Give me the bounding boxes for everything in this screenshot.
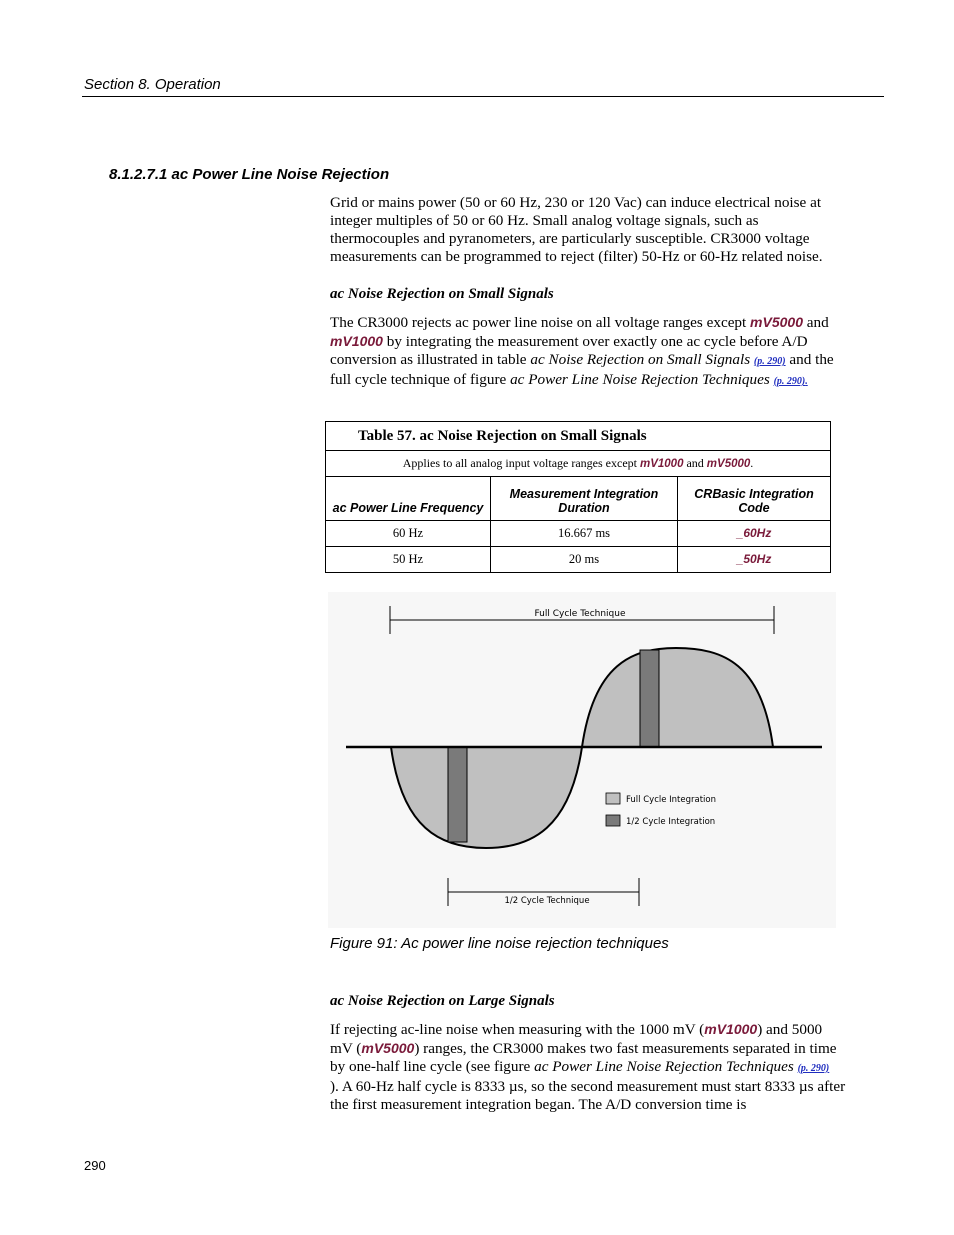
table-row — [326, 547, 831, 573]
table-header-frequency: ac Power Line Frequency — [326, 477, 491, 521]
code-mv1000: mV1000 — [704, 1021, 758, 1037]
legend-full-label: Full Cycle Integration — [626, 795, 717, 805]
text-run: ). A 60-Hz half cycle is 8333 µs, so the second measurement must start 8333 µs after the first measurement integration began. The A/D conversion time is — [330, 1078, 846, 1113]
full-cycle-label: Full Cycle Technique — [534, 609, 626, 619]
legend-half-label: 1/2 Cycle Integration — [626, 817, 716, 827]
running-header: Section 8. Operation — [84, 76, 221, 93]
half-cycle-label: 1/2 Cycle Technique — [504, 896, 590, 906]
table-row — [326, 521, 831, 547]
note-code-mv5000: mV5000 — [706, 458, 751, 470]
code-50hz: _50Hz — [736, 552, 772, 566]
text-run: The CR3000 rejects ac power line noise on all voltage ranges except — [330, 314, 751, 331]
text-run: ) and 5000 mV ( — [330, 1021, 823, 1057]
legend-half-swatch — [606, 815, 620, 826]
figure-caption: Figure 91: Ac power line noise rejection techniques — [330, 935, 669, 952]
half-cycle-integration-negative — [448, 747, 467, 842]
table-header-duration: Measurement Integration Duration — [491, 477, 678, 521]
code-60hz: _60Hz — [736, 526, 772, 540]
cell-frequency: 60 Hz — [326, 521, 491, 547]
noise-rejection-table — [325, 421, 831, 573]
section-title: 8.1.2.7.1 ac Power Line Noise Rejection — [109, 166, 390, 183]
large-signals-paragraph — [330, 1020, 846, 1114]
half-cycle-integration-positive — [640, 650, 659, 747]
note-text: Applies to all analog input voltage ranges except — [402, 456, 640, 470]
figure-cross-reference: ac Power Line Noise Rejection Techniques — [510, 371, 770, 388]
table-page-link[interactable]: (p. 290) — [753, 356, 786, 367]
text-run: and — [802, 314, 829, 331]
text-run: and the full cycle technique of figure — [330, 351, 834, 388]
figure-page-link[interactable]: (p. 290) — [797, 1063, 830, 1074]
code-mv1000: mV1000 — [330, 333, 383, 349]
cell-duration: 20 ms — [491, 547, 678, 573]
text-run: ) ranges, the CR3000 makes two fast measurements separated in time by one-half line cycle (see figure — [330, 1040, 837, 1075]
page-number: 290 — [84, 1158, 106, 1173]
cell-code — [678, 547, 831, 573]
noise-rejection-figure — [328, 592, 836, 928]
code-mv5000: mV5000 — [361, 1040, 415, 1056]
intro-paragraph: Grid or mains power (50 or 60 Hz, 230 or 120 Vac) can induce electrical noise at integer multiples of 50 or 60 Hz. Small analog voltage signals, such as thermocouples and pyranometers, are particularly susceptible. CR3000 voltage measurements can be programmed to reject (filter) 50-Hz or 60-Hz related noise. — [330, 194, 823, 265]
table-title: Table 57. ac Noise Rejection on Small Signals — [326, 422, 831, 451]
cell-duration: 16.667 ms — [491, 521, 678, 547]
cell-code — [678, 521, 831, 547]
text-run: by integrating the measurement over exactly one ac cycle before A/D conversion as illustrated in table — [330, 333, 808, 368]
figure-page-link[interactable]: (p. 290) — [773, 376, 806, 387]
figure-cross-reference: ac Power Line Noise Rejection Techniques — [534, 1058, 794, 1075]
table-cross-reference: ac Noise Rejection on Small Signals — [530, 351, 751, 368]
legend-full-swatch — [606, 793, 620, 804]
small-signals-heading: ac Noise Rejection on Small Signals — [330, 286, 554, 302]
cell-frequency: 50 Hz — [326, 547, 491, 573]
small-signals-paragraph — [330, 313, 846, 391]
note-text: and — [683, 456, 707, 470]
header-divider — [82, 96, 884, 97]
text-run: If rejecting ac-line noise when measuring with the 1000 mV ( — [330, 1021, 705, 1038]
code-mv5000: mV5000 — [750, 314, 803, 330]
note-text: . — [750, 456, 754, 470]
large-signals-heading: ac Noise Rejection on Large Signals — [330, 993, 555, 1009]
table-header-code: CRBasic Integration Code — [678, 477, 831, 521]
table-note — [326, 451, 831, 477]
note-code-mv1000: mV1000 — [639, 458, 684, 470]
text-run: . — [805, 376, 808, 387]
